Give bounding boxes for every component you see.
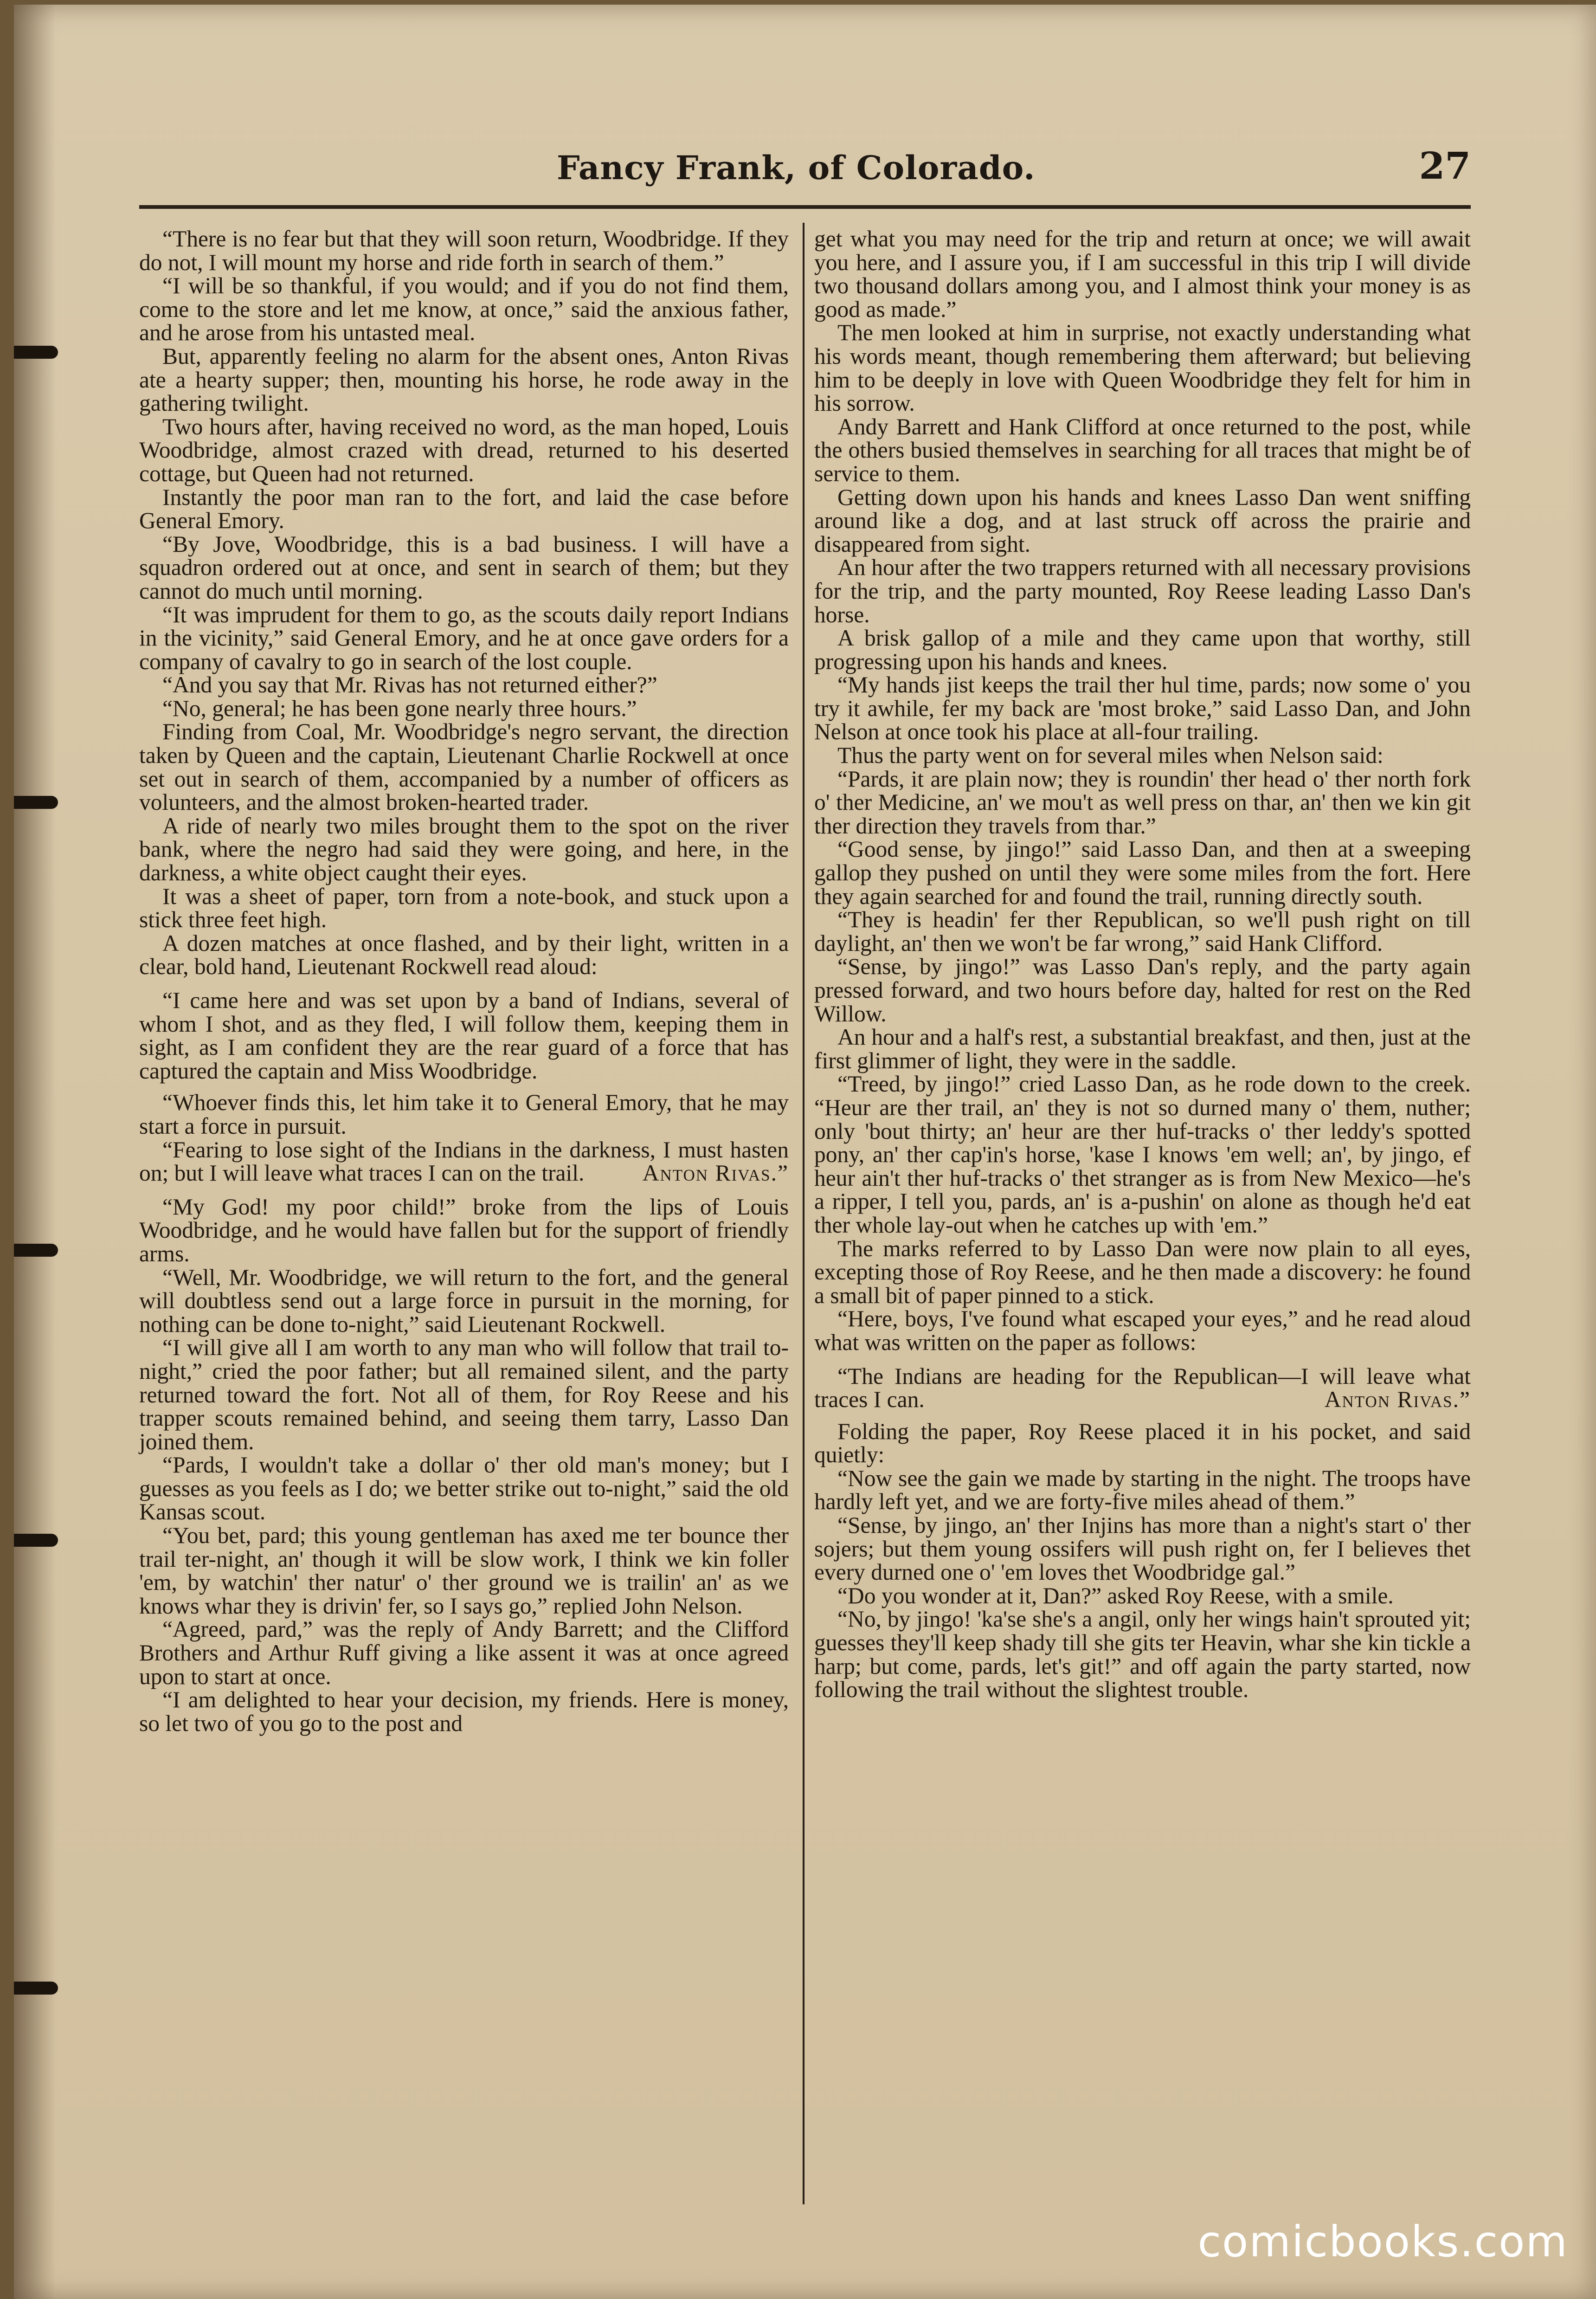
paragraph-text: Two hours after, having received no word, as the man hoped, Louis Woodbridge, almost crazed with dread, returned to his deserted cottage, but Queen had not returned. bbox=[139, 413, 789, 486]
paragraph bbox=[139, 1618, 789, 1688]
paragraph-text: Instantly the poor man ran to the fort, and laid the case before General Emory. bbox=[139, 484, 789, 534]
paragraph bbox=[139, 1195, 789, 1266]
signature: Anton Rivas.” bbox=[1324, 1387, 1471, 1413]
paragraph-text: “Do you wonder at it, Dan?” asked Roy Reese, with a smile. bbox=[837, 1582, 1394, 1608]
paragraph bbox=[814, 908, 1471, 955]
paragraph-text: The men looked at him in surprise, not exactly understanding what his words meant, though remembering them afterward; but believing him to be deeply in love with Queen Woodbridge they felt for him in his sorrow. bbox=[814, 320, 1471, 416]
binding-stitch bbox=[14, 1982, 58, 1995]
paragraph-text: “Fearing to lose sight of the Indians in the darkness, I must hasten on; but I will leave what traces I can on the trail. bbox=[139, 1137, 789, 1186]
binding-stitch bbox=[14, 346, 58, 359]
page-number: 27 bbox=[1419, 144, 1471, 187]
paragraph-text: Finding from Coal, Mr. Woodbridge's negro servant, the direction taken by Queen and the captain, Lieutenant Charlie Rockwell at once set out in search of them, accompanied by a number of officers as volunteers, and the almost broken-hearted trader. bbox=[139, 719, 789, 815]
paragraph bbox=[814, 673, 1471, 744]
paragraph bbox=[139, 1453, 789, 1524]
paragraph bbox=[139, 603, 789, 674]
paragraph-text: A brisk gallop of a mile and they came upon that worthy, still progressing upon his hands and knees. bbox=[814, 625, 1471, 674]
paragraph bbox=[814, 955, 1471, 1026]
paragraph-text: “I came here and was set upon by a band of Indians, several of whom I shot, and as they fled, I will follow them, keeping them in sight, as I am confident they are the rear guard of a force that has captured the captain and Miss Woodbridge. bbox=[139, 988, 789, 1084]
paragraph bbox=[139, 486, 789, 533]
signature: Anton Rivas.” bbox=[642, 1160, 789, 1186]
paragraph bbox=[814, 1420, 1471, 1467]
paragraph bbox=[139, 673, 789, 697]
paragraph-text: “Good sense, by jingo!” said Lasso Dan, and then at a sweeping gallop they pushed on until they were some miles from the fort. Here they again searched for and found the trail, running directly south. bbox=[814, 836, 1471, 909]
paragraph bbox=[814, 1608, 1471, 1701]
paragraph bbox=[139, 415, 789, 486]
paragraph bbox=[139, 720, 789, 814]
paragraph-text: An hour and a half's rest, a substantial breakfast, and then, just at the first glimmer of light, they were in the saddle. bbox=[814, 1024, 1471, 1073]
paragraph bbox=[814, 1026, 1471, 1072]
paragraph-text: “No, by jingo! 'ka'se she's a angil, only her wings hain't sprouted yit; guesses they'll keep shady till she gits ter Heavin, whar she kin tickle a harp; but come, pards, let's git!” and off again the party started, now following the trail without the slightest trouble. bbox=[814, 1606, 1471, 1703]
paragraph-text: “Well, Mr. Woodbridge, we will return to the fort, and the general will doubtless send out a large force in pursuit in the morning, for nothing can be done to-night,” said Lieutenant Rockwell. bbox=[139, 1264, 789, 1337]
paragraph bbox=[139, 814, 789, 885]
paragraph-text: “Pards, I wouldn't take a dollar o' ther old man's money; but I guesses as you feels as I do; we better strike out to-night,” said the old Kansas scout. bbox=[139, 1452, 789, 1525]
paragraph-text: “My God! my poor child!” broke from the lips of Louis Woodbridge, and he would have fallen but for the support of friendly arms. bbox=[139, 1194, 789, 1266]
paragraph bbox=[139, 697, 789, 721]
paragraph-text: Getting down upon his hands and knees Lasso Dan went sniffing around like a dog, and at last struck off across the prairie and disappeared from sight. bbox=[814, 484, 1471, 557]
paragraph bbox=[814, 415, 1471, 486]
paragraph-text: “The Indians are heading for the Republican—I will leave what traces I can. bbox=[814, 1363, 1471, 1413]
paragraph bbox=[139, 1524, 789, 1618]
paragraph-text: “You bet, pard; this young gentleman has axed me ter bounce ther trail ter-night, an' though it will be slow work, I think we kin foller 'em, by watchin' ther natur' o' ther ground we is trailin' an' as we knows whar they is drivin' fer, so I says go,” replied John Nelson. bbox=[139, 1523, 789, 1619]
paragraph-text: “My hands jist keeps the trail ther hul time, pards; now some o' you try it awhile, fer my back are 'most broke,” said Lasso Dan, and John Nelson at once took his place at all-four trailing. bbox=[814, 672, 1471, 745]
magazine-page bbox=[14, 5, 1596, 2299]
quoted-note bbox=[139, 989, 789, 1083]
paragraph bbox=[814, 1307, 1471, 1354]
paragraph-text: Folding the paper, Roy Reese placed it in his pocket, and said quietly: bbox=[814, 1418, 1471, 1468]
binding-stitch bbox=[14, 796, 58, 809]
paragraph-text: “By Jove, Woodbridge, this is a bad business. I will have a squadron ordered out at once, and sent in search of them; but they cannot do much until morning. bbox=[139, 531, 789, 604]
paragraph-text: A ride of nearly two miles brought them to the spot on the river bank, where the negro had said they were going, and here, in the darkness, a white object caught their eyes. bbox=[139, 813, 789, 886]
paragraph-text: A dozen matches at once flashed, and by their light, written in a clear, bold hand, Lieutenant Rockwell read aloud: bbox=[139, 930, 789, 980]
paragraph-text: “It was imprudent for them to go, as the scouts daily report Indians in the vicinity,” said General Emory, and he at once gave orders for a company of cavalry to go in search of the lost couple. bbox=[139, 601, 789, 674]
paragraph bbox=[814, 1584, 1471, 1608]
paragraph bbox=[814, 744, 1471, 768]
header-rule bbox=[139, 205, 1471, 209]
running-title: Fancy Frank, of Colorado. bbox=[557, 149, 1036, 187]
paragraph-text: get what you may need for the trip and return at once; we will await you here, and I assure you, if I am successful in this trip I will divide two thousand dollars among you, and I almost think your money is as good as made.” bbox=[814, 226, 1471, 322]
paragraph bbox=[814, 486, 1471, 556]
paragraph bbox=[814, 838, 1471, 908]
paragraph-text: “And you say that Mr. Rivas has not returned either?” bbox=[162, 672, 657, 698]
left-column bbox=[139, 227, 789, 1735]
paragraph-text: “No, general; he has been gone nearly three hours.” bbox=[162, 695, 637, 721]
paragraph-text: “Sense, by jingo!” was Lasso Dan's reply, and the party again pressed forward, and two hours before day, halted for rest on the Red Willow. bbox=[814, 954, 1471, 1027]
paragraph-text: An hour after the two trappers returned with all necessary provisions for the trip, and the party mounted, Roy Reese leading Lasso Dan's horse. bbox=[814, 555, 1471, 627]
paragraph bbox=[139, 274, 789, 345]
column-divider bbox=[803, 223, 804, 2204]
paragraph bbox=[139, 345, 789, 415]
paragraph bbox=[814, 227, 1471, 321]
paragraph bbox=[139, 1336, 789, 1453]
paragraph bbox=[814, 1467, 1471, 1514]
paragraph bbox=[139, 1266, 789, 1337]
paragraph bbox=[814, 1514, 1471, 1584]
paragraph-text: “Treed, by jingo!” cried Lasso Dan, as he rode down to the creek. “Heur are ther trail, an' they is not so durned many o' them, nuther; only 'bout thirty; an' heur are ther huf-tracks o' ther leddy's spotted pony, an' ther cap'in's horse, 'kase I knows 'em well; an', by jingo, ef heur ain't ther huf-tracks o' thet stranger as is from New Mexico—he's a ripper, I tell you, pards, an' is a-pushin' on alone as though he'd eat ther whole lay-out when he catches up with 'em.” bbox=[814, 1071, 1471, 1238]
paragraph-text: “Pards, it are plain now; they is roundin' ther head o' ther north fork o' ther Medicine, an' we mou't as well press on thar, an' then we kin git ther direction they travels from thar.” bbox=[814, 766, 1471, 839]
paragraph bbox=[814, 321, 1471, 415]
paragraph bbox=[139, 533, 789, 603]
paragraph bbox=[139, 1138, 789, 1185]
paragraph-text: “There is no fear but that they will soon return, Woodbridge. If they do not, I will mount my horse and ride forth in search of them.” bbox=[139, 226, 789, 275]
paragraph-text: “They is headin' fer ther Republican, so we'll push right on till daylight, an' then we won't be far wrong,” said Hank Clifford. bbox=[814, 907, 1471, 956]
watermark: comicbooks.com bbox=[1197, 2217, 1568, 2267]
paragraph bbox=[814, 1237, 1471, 1308]
paragraph bbox=[814, 626, 1471, 673]
paragraph bbox=[139, 1091, 789, 1138]
paragraph bbox=[139, 227, 789, 274]
paragraph bbox=[139, 932, 789, 979]
paragraph bbox=[814, 1072, 1471, 1237]
paragraph bbox=[814, 556, 1471, 626]
paragraph-text: “Whoever finds this, let him take it to General Emory, that he may start a force in pursuit. bbox=[139, 1090, 789, 1139]
paragraph-text: But, apparently feeling no alarm for the absent ones, Anton Rivas ate a hearty supper; then, mounting his horse, he rode away in the gathering twilight. bbox=[139, 343, 789, 416]
paragraph-text: “I will be so thankful, if you would; and if you do not find them, come to the store and let me know, at once,” said the anxious father, and he arose from his untasted meal. bbox=[139, 273, 789, 346]
paragraph-text: Andy Barrett and Hank Clifford at once returned to the post, while the others busied themselves in searching for all traces that might be of service to them. bbox=[814, 413, 1471, 486]
paragraph-text: Thus the party went on for several miles when Nelson said: bbox=[837, 743, 1384, 768]
paragraph-text: The marks referred to by Lasso Dan were now plain to all eyes, excepting those of Roy Reese, and he then made a discovery: he found a small bit of paper pinned to a stick. bbox=[814, 1235, 1471, 1308]
right-column bbox=[814, 227, 1471, 1702]
paragraph-text: It was a sheet of paper, torn from a note-book, and stuck upon a stick three feet high. bbox=[139, 883, 789, 933]
paragraph bbox=[139, 1688, 789, 1735]
binding-stitch bbox=[14, 1534, 58, 1547]
paragraph bbox=[139, 885, 789, 932]
paragraph-text: “I am delighted to hear your decision, my friends. Here is money, so let two of you go to the post and bbox=[139, 1687, 789, 1736]
paragraph-text: “Now see the gain we made by starting in the night. The troops have hardly left yet, and we are forty-five miles ahead of them.” bbox=[814, 1465, 1471, 1515]
binding-stitch bbox=[14, 1244, 58, 1257]
paragraph-text: “Here, boys, I've found what escaped your eyes,” and he read aloud what was written on the paper as follows: bbox=[814, 1306, 1471, 1355]
quoted-note bbox=[814, 1365, 1471, 1412]
paragraph-text: “Sense, by jingo, an' ther Injins has more than a night's start o' ther sojers; but them young ossifers will push right on, fer I believes thet every durned one o' 'em loves thet Woodbridge gal.” bbox=[814, 1512, 1471, 1585]
paragraph bbox=[814, 768, 1471, 838]
paragraph-text: “Agreed, pard,” was the reply of Andy Barrett; and the Clifford Brothers and Arthur Ruff giving a like assent it was at once agreed upon to start at once. bbox=[139, 1616, 789, 1689]
paragraph-text: “I will give all I am worth to any man who will follow that trail to-night,” cried the poor father; but all remained silent, and the party returned toward the fort. Not all of them, for Roy Reese and his trapper scouts remained behind, and seeing them tarry, Lasso Dan joined them. bbox=[139, 1335, 789, 1454]
running-header bbox=[130, 144, 1475, 200]
